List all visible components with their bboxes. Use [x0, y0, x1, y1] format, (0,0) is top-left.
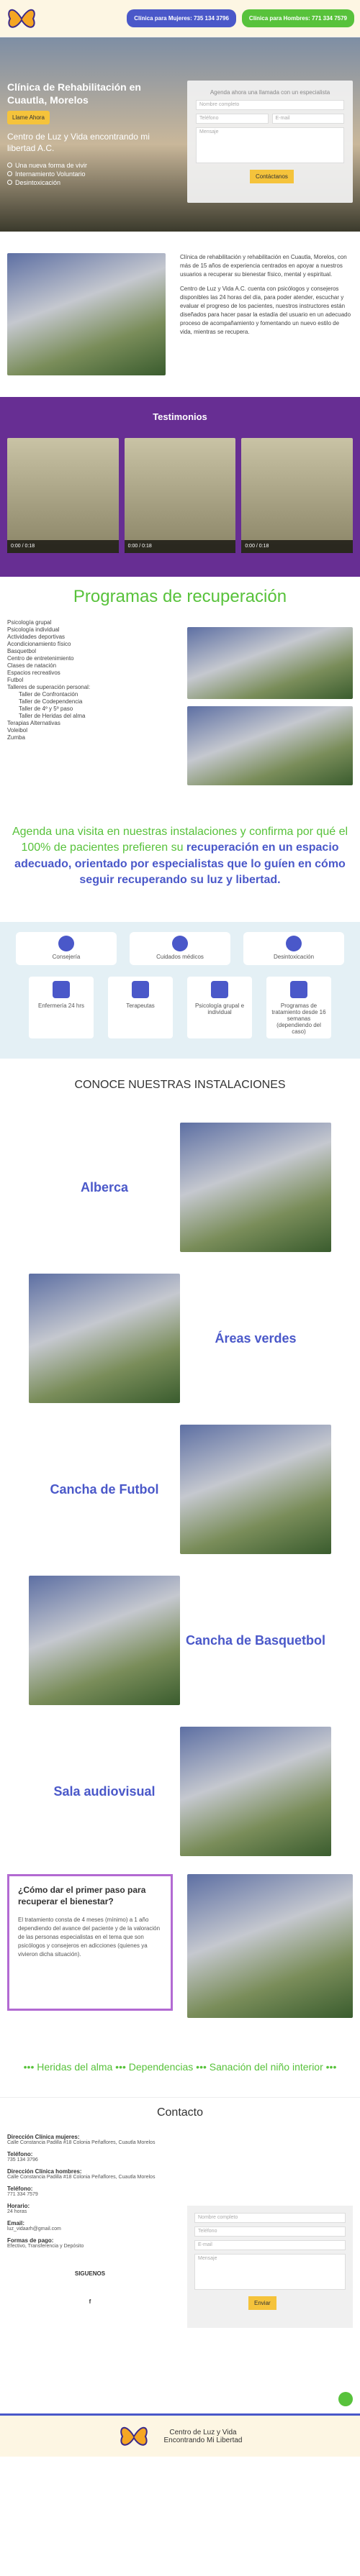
program-item: Clases de natación — [7, 662, 57, 669]
facilities-section — [0, 1059, 360, 1867]
phone-input[interactable]: Teléfono — [194, 2226, 346, 2237]
whatsapp-icon[interactable] — [338, 2392, 353, 2406]
program-item: Psicología grupal — [7, 619, 52, 626]
program-item: Basquetbol — [7, 648, 37, 654]
name-input[interactable]: Nombre completo — [194, 2213, 346, 2223]
hero-section — [0, 37, 360, 232]
about-paragraph: Centro de Luz y Vida A.C. cuenta con psicólogos y consejeros disponibles las 24 horas del día, para poder atender, escuchar y evaluar el progreso de los pacientes, nuestros instructores están diseñados para hacer pasar la estadía del usuario en un adecuado proceso de acompañamiento y fomentando un nuevo estilo de vida, mientras se recupera. — [180, 286, 351, 335]
men-address: Calle Constancia Padilla #18 Colonia Peñaflores, Cuautla Morelos — [7, 2175, 156, 2180]
footer — [0, 2413, 360, 2457]
call-now-button[interactable]: Llame Ahora — [7, 111, 50, 124]
testimonials-section — [0, 397, 360, 577]
header — [0, 0, 360, 37]
submit-button[interactable]: Contáctanos — [250, 170, 294, 183]
services-section — [0, 922, 360, 1059]
facility-label: Cancha de Futbol — [50, 1481, 159, 1497]
service-card: Psicología grupal e individual — [187, 977, 252, 1038]
program-item: Espacios recreativos — [7, 670, 60, 676]
facebook-icon[interactable]: f — [89, 2298, 91, 2305]
detox-icon — [286, 936, 302, 951]
program-item: Talleres de superación personal: — [7, 684, 91, 690]
service-card: Enfermería 24 hrs — [29, 977, 94, 1038]
bullet-icon — [7, 171, 12, 176]
program-subitem: Taller de Codependencia — [19, 698, 83, 705]
visit-cta: Agenda una visita en nuestras instalaciones y confirma por qué el 100% de pacientes prefieren su recuperación en un espacio adecuado, orientado por especialistas que lo guíen en cómo seguir recuperando su luz y libertad. — [12, 826, 348, 887]
email-link[interactable]: luz_vidaarh@gmail.com — [7, 2226, 61, 2232]
program-subitem: Taller de Confrontación — [19, 691, 78, 698]
program-photo — [187, 627, 353, 699]
facility-photo — [180, 1727, 331, 1856]
program-subitem: Taller de Heridas del alma — [19, 713, 86, 719]
testimonial-video[interactable] — [7, 438, 119, 553]
program-item: Zumba — [7, 734, 25, 741]
bullet-icon — [7, 180, 12, 185]
form-title: Agenda ahora una llamada con un especialista — [210, 89, 330, 96]
program-item: Psicología individual — [7, 626, 60, 633]
contact-form — [187, 2206, 353, 2328]
service-card: Cuidados médicos — [130, 932, 230, 965]
hours: 24 horas — [7, 2209, 27, 2214]
send-button[interactable]: Enviar — [248, 2296, 276, 2310]
testimonials-title: Testimonios — [153, 411, 207, 422]
tagline-strip: ••• Heridas del alma ••• Dependencias ••• Sanación del niño interior ••• — [23, 2061, 337, 2073]
butterfly-logo-icon — [6, 4, 37, 33]
program-item: Acondicionamiento físico — [7, 641, 71, 647]
footer-text: Centro de Luz y Vida Encontrando Mi Libertad — [163, 2428, 243, 2444]
facility-row — [0, 1112, 360, 1263]
women-clinic-phone-button[interactable]: Clínica para Mujeres: 735 134 3796 — [127, 9, 236, 27]
programs-section — [0, 577, 360, 807]
calendar-icon — [290, 981, 307, 998]
testimonial-video[interactable] — [125, 438, 236, 553]
video-controls[interactable]: 0:00 / 0:18 — [7, 540, 119, 553]
payment-methods: Efectivo, Transferencia y Depósito — [7, 2244, 84, 2249]
first-step-title: ¿Cómo dar el primer paso para recuperar el bienestar? — [18, 1885, 146, 1906]
women-address: Calle Constancia Padilla #18 Colonia Peñaflores, Cuautla Morelos — [7, 2140, 156, 2145]
facility-label: Sala audiovisual — [53, 1783, 156, 1799]
service-card: Consejería — [16, 932, 117, 965]
psychology-icon — [211, 981, 228, 998]
medical-icon — [172, 936, 188, 951]
contact-info: Dirección Clínica mujeres: Calle Constancia Padilla #18 Colonia Peñaflores, Cuautla Morelos Teléfono: 735 134 3796 Dirección Clínica hombres: Calle Constancia Padilla #18 Colonia Peñaflores, Cuautla Morelos Teléfono: 771 334 7579 Horario: 24 horas Email: luz_vidaarh@gmail.com Formas de pago: Efectivo, Transferencia y Depósito — [7, 2134, 173, 2249]
program-item: Futbol — [7, 677, 24, 683]
first-step-box — [7, 1874, 173, 2011]
women-phone-link[interactable]: 735 134 3796 — [7, 2157, 38, 2162]
program-item: Terapias Alternativas — [7, 720, 60, 726]
follow-us-label: SIGUENOS — [74, 2270, 106, 2277]
bullet-icon — [7, 163, 12, 168]
first-step-text: El tratamiento consta de 4 meses (mínimo) a 1 año dependiendo del avance del paciente y de la valoración de las personas especialistas en el tema que son psicólogos y consejeros en adicciones (quienes ya vivieron dicha situación). — [18, 1917, 161, 1958]
testimonial-video[interactable] — [241, 438, 353, 553]
program-photo — [187, 706, 353, 785]
program-subitem: Taller de 4º y 5º paso — [19, 705, 73, 712]
facility-row — [0, 1716, 360, 1867]
facilities-title: CONOCE NUESTRAS INSTALACIONES — [74, 1079, 286, 1091]
program-item: Voleibol — [7, 727, 28, 734]
video-controls[interactable]: 0:00 / 0:18 — [125, 540, 236, 553]
therapist-icon — [132, 981, 149, 998]
email-input[interactable]: E-mail — [272, 114, 345, 124]
about-section — [0, 232, 360, 397]
butterfly-logo-icon — [118, 2422, 150, 2451]
men-phone-link[interactable]: 771 334 7579 — [7, 2192, 38, 2197]
facility-photo — [29, 1274, 180, 1403]
facility-label: Cancha de Basquetbol — [185, 1632, 326, 1648]
hero-bullet: Una nueva forma de vivir — [7, 162, 180, 169]
contact-title: Contacto — [156, 2106, 204, 2119]
first-step-section — [0, 1867, 360, 2047]
about-paragraph: Clínica de rehabilitación y rehabilitación en Cuautla, Morelos, con más de 15 años de experiencia centrados en apoyar a nuestros usuarios a recuperar su bienestar físico, mental y espiritual. — [180, 254, 347, 278]
hero-contact-form — [187, 81, 353, 203]
service-card: Terapeutas — [108, 977, 173, 1038]
facility-photo — [29, 1576, 180, 1705]
nurse-icon — [53, 981, 70, 998]
phone-input[interactable]: Teléfono — [196, 114, 269, 124]
program-item: Actividades deportivas — [7, 634, 66, 640]
hero-bullet: Internamiento Voluntario — [7, 170, 180, 178]
facility-row — [0, 1414, 360, 1565]
clinic-photo — [7, 253, 166, 375]
program-item: Centro de entretenimiento — [7, 655, 74, 662]
message-input[interactable]: Mensaje — [194, 2254, 346, 2290]
hero-title: Clínica de Rehabilitación en Cuautla, Morelos — [7, 81, 141, 106]
programs-title: Programas de recuperación — [73, 587, 287, 606]
contact-section — [0, 2097, 360, 2413]
counseling-icon — [58, 936, 74, 951]
men-clinic-phone-button[interactable]: Clínica para Hombres: 771 334 7579 — [242, 9, 354, 27]
group-photo — [187, 1874, 353, 2018]
video-controls[interactable]: 0:00 / 0:18 — [241, 540, 353, 553]
service-card: Programas de tratamiento desde 16 semanas (dependiendo del caso) — [266, 977, 331, 1038]
service-card: Desintoxicación — [243, 932, 344, 965]
facility-label: Áreas verdes — [215, 1330, 297, 1346]
facility-photo — [180, 1123, 331, 1252]
facility-row — [0, 1263, 360, 1414]
facility-photo — [180, 1425, 331, 1554]
facility-label: Alberca — [80, 1179, 129, 1195]
hero-subtitle: Centro de Luz y Vida encontrando mi libertad A.C. — [7, 132, 150, 153]
email-input[interactable]: E-mail — [194, 2240, 346, 2250]
hero-bullet: Desintoxicación — [7, 179, 180, 186]
name-input[interactable]: Nombre completo — [196, 100, 344, 110]
message-input[interactable]: Mensaje — [196, 127, 344, 163]
facility-row — [0, 1565, 360, 1716]
